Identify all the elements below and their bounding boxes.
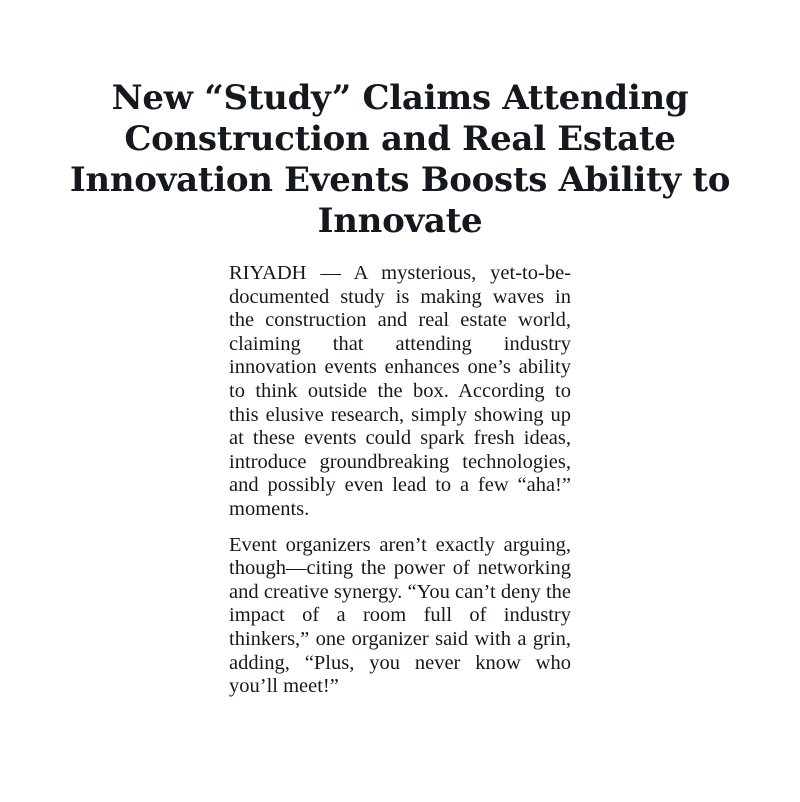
article-headline: New “Study” Claims Attending Construction and Real Estate Innovation Events Boosts Ability to Innovate [69,78,731,241]
article-paragraph-1: RIYADH — A mysterious, yet-to-be-documented study is making waves in the construction and real estate world, claiming that attending industry innovation events enhances one’s ability to think outside the box. According to this elusive research, simply showing up at these events could spark fresh ideas, introduce groundbreaking technologies, and possibly even lead to a few “aha!” moments. [229,262,571,520]
article-body [229,262,571,711]
article-paragraph-2: Event organizers aren’t exactly arguing, though—citing the power of networking and creative synergy. “You can’t deny the impact of a room full of industry thinkers,” one organizer said with a grin, adding, “Plus, you never know who you’ll meet!” [229,533,571,698]
